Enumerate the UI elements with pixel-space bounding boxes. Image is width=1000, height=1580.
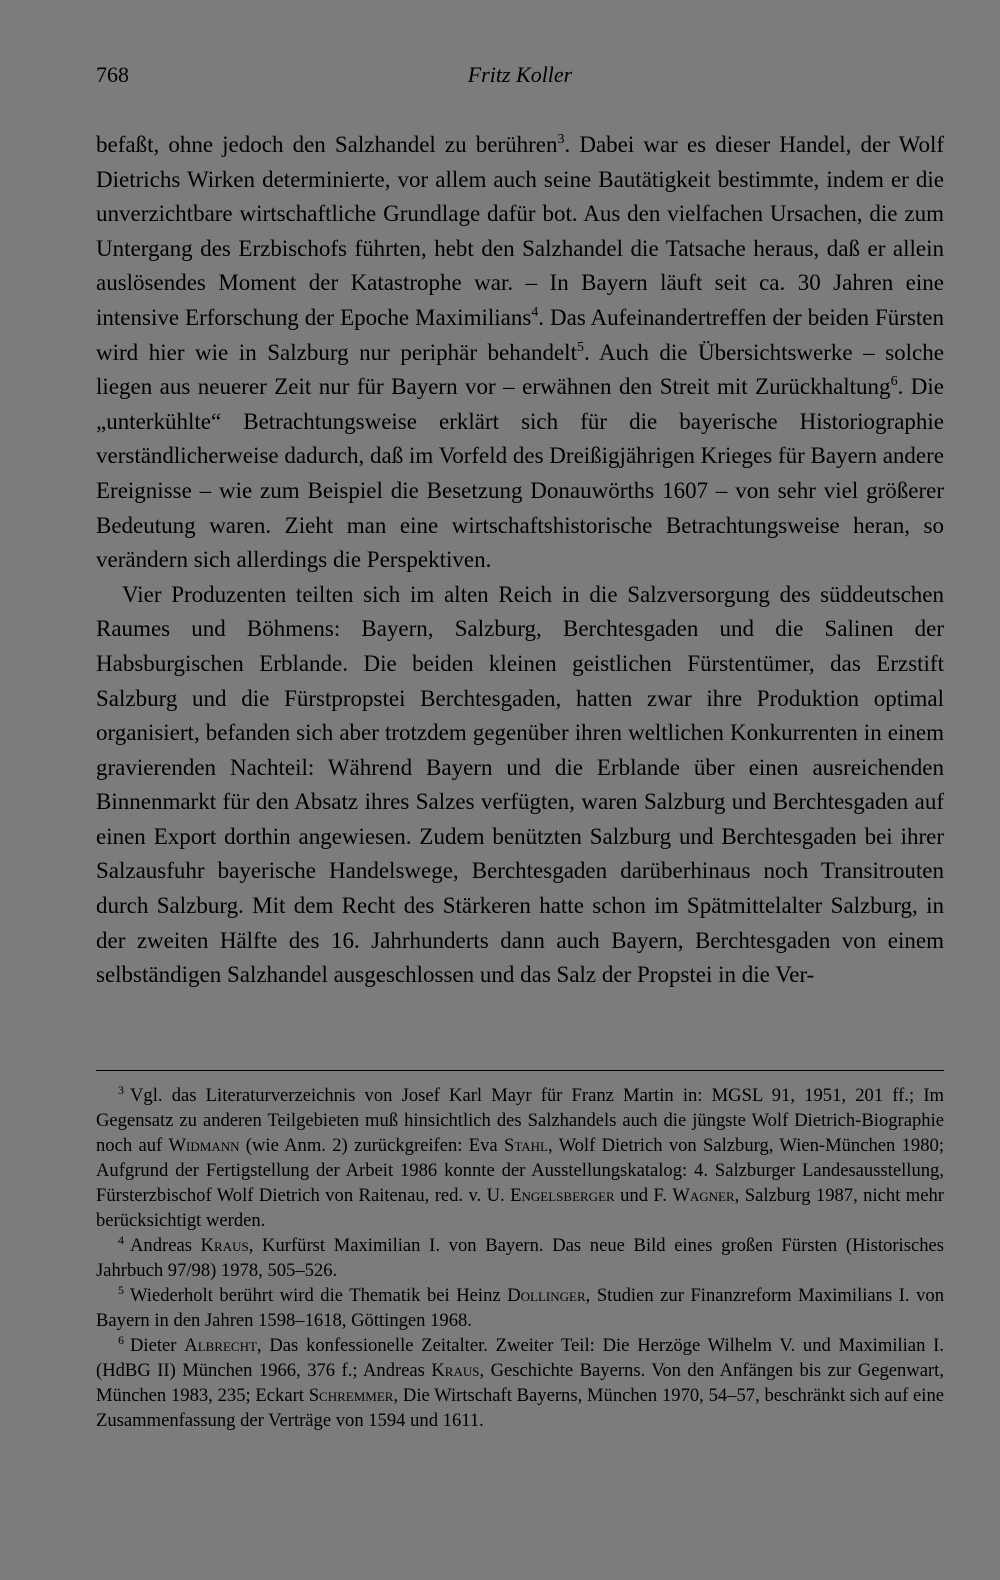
footnote-3 xyxy=(96,1083,944,1233)
text-segment: . Die „unterkühlte“ Betrachtungsweise erklärt sich für die bayerische Historiographie verständlicherweise dadurch, daß im Vorfeld des Dreißigjährigen Krieges für Bayern andere Ereignisse – wie zum Beispiel die Besetzung Donauwörths 1607 – von sehr viel größerer Bedeutung waren. Zieht man eine wirtschaftshistorische Betrachtungsweise heran, so verändern sich allerdings die Perspektiven. xyxy=(96,374,944,573)
footnote-reference: 6 xyxy=(890,374,898,390)
footnote-text: , Kurfürst Maximilian I. von Bayern. Das neue Bild eines großen Fürsten (Historisches Jahrbuch 97/98) 1978, 505–526. xyxy=(96,1235,944,1281)
footnote-reference: 4 xyxy=(531,304,539,320)
footnote-text: , Das konfessionelle Zeitalter. Zweiter Teil: Die Herzöge Wilhelm V. und Maximilian I. (HdBG II) München 1966, 376 f.; Andreas xyxy=(96,1335,945,1381)
author-name: Engelsberger xyxy=(510,1185,615,1206)
footnote-text: , Geschichte Bayerns. Von den Anfängen bis zur Gegenwart, München 1983, 235; Eckart xyxy=(96,1360,944,1406)
footnote-number: 6 xyxy=(118,1333,124,1347)
text-segment: . Das Aufeinandertreffen der beiden Fürsten wird hier wie in Salzburg nur periphär behandelt xyxy=(96,304,944,365)
author-name: Kraus xyxy=(200,1235,249,1256)
footnote-text: , Die Wirtschaft Bayerns, München 1970, 54–57, beschränkt sich auf eine Zusammenfassung der Verträge von 1594 und 1611. xyxy=(96,1385,945,1431)
paragraph-1 xyxy=(96,128,944,578)
author-name: Kraus xyxy=(431,1360,480,1381)
footnote-text: , Wolf Dietrich von Salzburg, Wien-München 1980; Aufgrund der Fertigstellung der Arbeit 1986 konnte der Ausstellungskatalog: 4. Salzburger Landesausstellung, Fürsterzbischof Wolf Dietrich von Raitenau, red. v. U. xyxy=(96,1135,944,1206)
footnote-text: (wie Anm. 2) zurückgreifen: Eva xyxy=(239,1135,504,1156)
footnote-text: und F. xyxy=(614,1185,673,1206)
footnote-number: 4 xyxy=(118,1233,124,1247)
author-name: Schremmer xyxy=(308,1385,394,1406)
text-segment: . Dabei war es dieser Handel, der Wolf Dietrichs Wirken determinierte, vor allem auch seine Bautätigkeit bestimmte, indem er die unverzichtbare wirtschaftliche Grundlage dafür bot. Aus den vielfachen Ursachen, die zum Untergang des Erzbischofs führten, hebt den Salzhandel die Tatsache heraus, daß er allein auslösendes Moment der Katastrophe war. – In Bayern läuft seit ca. 30 Jahren eine intensive Erforschung der Epoche Maximilians xyxy=(96,132,944,330)
author-name: Dollinger xyxy=(507,1285,586,1306)
footnote-text: Wiederholt berührt wird die Thematik bei Heinz xyxy=(130,1285,508,1306)
author-name: Albrecht xyxy=(184,1335,257,1356)
footnote-text: , Salzburg 1987, nicht mehr berücksichtigt werden. xyxy=(96,1185,944,1231)
footnote-5 xyxy=(96,1283,944,1333)
text-segment: befaßt, ohne jedoch den Salzhandel zu berühren xyxy=(96,132,558,157)
author-name: Wagner xyxy=(672,1185,735,1206)
text-segment: . Auch die Übersichtswerke – solche liegen aus neuerer Zeit nur für Bayern vor – erwähnen den Streit mit Zurückhaltung xyxy=(96,339,944,400)
footnotes xyxy=(96,1083,944,1433)
main-text xyxy=(96,128,944,993)
footnote-reference: 5 xyxy=(576,339,584,355)
footnote-number: 5 xyxy=(118,1283,124,1297)
page-number: 768 xyxy=(96,62,129,87)
footnote-6 xyxy=(96,1333,944,1433)
footnote-text: Vgl. das Literaturverzeichnis von Josef Karl Mayr für Franz Martin in: MGSL 91, 1951, 201 ff.; Im Gegensatz zu anderen Teilgebieten muß hinsichtlich des Salzhandels auch die jüngste Wolf Dietrich-Biographie noch auf xyxy=(96,1085,944,1156)
page-header xyxy=(96,62,944,92)
running-head: Fritz Koller xyxy=(467,62,573,87)
footnote-separator xyxy=(96,1070,944,1071)
footnote-text: Dieter xyxy=(130,1335,185,1356)
footnote-4 xyxy=(96,1233,944,1283)
footnote-reference: 3 xyxy=(557,132,565,147)
footnote-text: Andreas xyxy=(130,1235,201,1256)
author-name: Widmann xyxy=(168,1135,240,1156)
paragraph-2: Vier Produzenten teilten sich im alten Reich in die Salzversorgung des süddeutschen Raumes und Böhmens: Bayern, Salzburg, Berchtesgaden und die Salinen der Habsburgischen Erblande. Die beiden kleinen geistlichen Fürstentümer, das Erzstift Salzburg und die Fürstpropstei Berchtesgaden, hatten zwar ihre Produktion optimal organisiert, befanden sich aber trotzdem gegenüber ihren weltlichen Konkurrenten in einem gravierenden Nachteil: Während Bayern und die Erblande über einen ausreichenden Binnenmarkt für den Absatz ihres Salzes verfügten, waren Salzburg und Berchtesgaden auf einen Export dorthin angewiesen. Zudem benützten Salzburg und Berchtesgaden bei ihrer Salzausfuhr bayerische Handelswege, Berchtesgaden darüberhinaus noch Transitrouten durch Salzburg. Mit dem Recht des Stärkeren hatte schon im Spätmittelalter Salzburg, in der zweiten Hälfte des 16. Jahrhunderts dann auch Bayern, Berchtesgaden von einem selbständigen Salzhandel ausgeschlossen und das Salz der Propstei in die Ver- xyxy=(96,581,944,988)
author-name: Stahl xyxy=(503,1135,548,1156)
footnote-number: 3 xyxy=(118,1083,124,1097)
footnote-text: , Studien zur Finanzreform Maximilians I. von Bayern in den Jahren 1598–1618, Göttingen 1968. xyxy=(96,1285,944,1331)
